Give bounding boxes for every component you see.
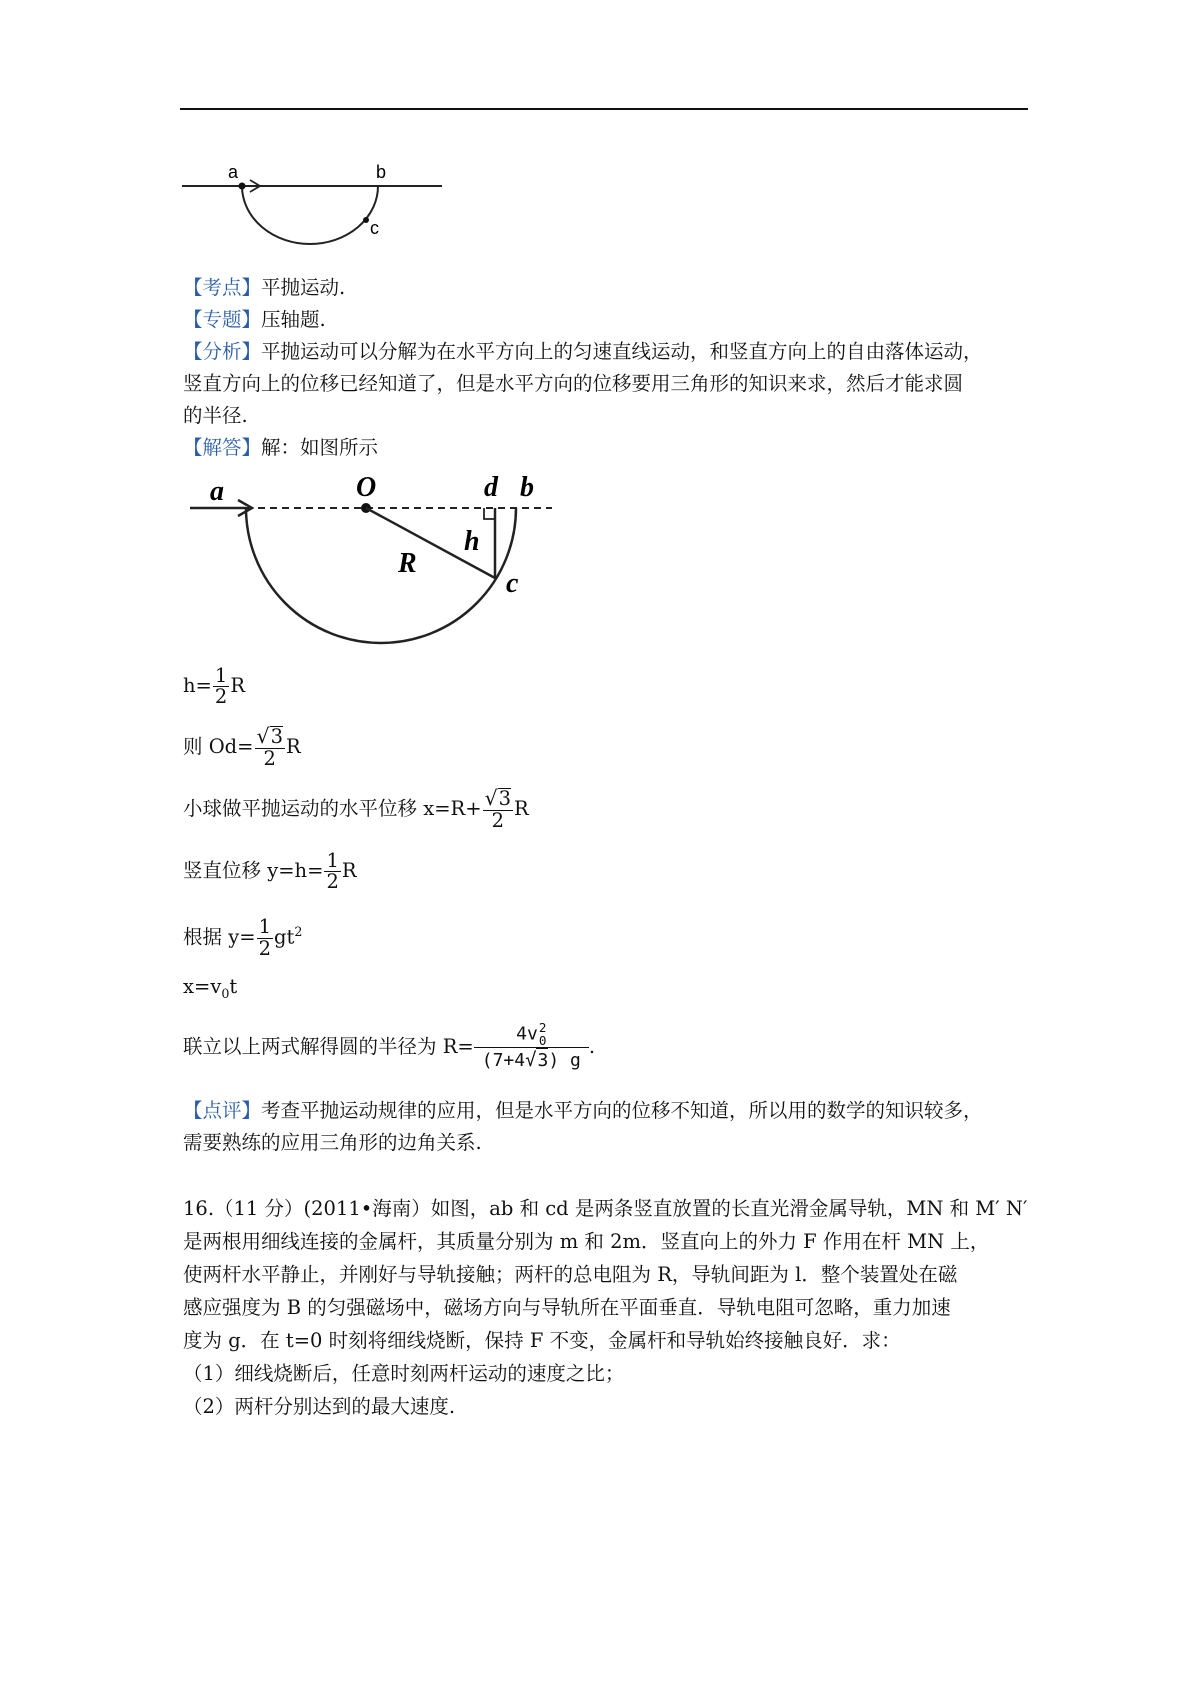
fenxi-line-3: 的半径. [183, 404, 248, 427]
fig2-label-d: d [484, 472, 498, 503]
fraction: $\frac{√3}{2}$ [484, 786, 512, 832]
fig2-label-b: b [520, 472, 534, 503]
equation-radius: 联立以上两式解得圆的半径为 R= 4v 2 0 (7+4√3) g . [183, 1020, 596, 1072]
fenxi-text-1: 平抛运动可以分解为在水平方向上的匀速直线运动，和竖直方向上的自由落体运动， [261, 340, 983, 363]
fig2-label-h: h [464, 526, 480, 557]
problem16-line-4: 感应强度为 B 的匀强磁场中，磁场方向与导轨所在平面垂直．导轨电阻可忽略，重力加速 [183, 1296, 951, 1319]
zhuanti-line [183, 305, 326, 335]
fenxi-line-1 [183, 337, 983, 367]
fig2-label-R: R [398, 548, 417, 579]
dianping-line-1 [183, 1096, 983, 1126]
jieda-tag: 【解答】 [183, 436, 262, 459]
jieda-line [183, 433, 378, 463]
fraction: 4v 2 0 (7+4√3) g [474, 1022, 589, 1073]
dianping-text-1: 考查平抛运动规律的应用，但是水平方向的位移不知道，所以用的数学的知识较多， [261, 1099, 983, 1122]
kaodian-line [183, 273, 345, 303]
equation-y: 竖直位移 y=h= $\frac{1}{2}$ R [183, 848, 357, 893]
fraction: $\frac{1}{2}$ [214, 663, 228, 708]
fenxi-tag: 【分析】 [183, 340, 262, 363]
equation-v0t: $x=v_0t$ [183, 975, 238, 1001]
fraction: $\frac{1}{2}$ [258, 915, 271, 960]
problem16-line-2: 是两根用细线连接的金属杆，其质量分别为 m 和 2m．竖直向上的外力 F 作用在杆 MN 上， [183, 1230, 990, 1253]
figure-semicircle-small [180, 158, 442, 250]
problem16-line-5: 度为 g．在 t=0 时刻将细线烧断，保持 F 不变，金属杆和导轨始终接触良好．求： [183, 1329, 901, 1352]
figure-semicircle-solution [180, 468, 560, 660]
equation-Od: 则 Od= $\frac{√3}{2}$ R [183, 724, 301, 770]
equation-x: 小球做平抛运动的水平位移 x=R+ $\frac{√3}{2}$ R [183, 786, 529, 832]
problem16-question-2: （2）两杆分别达到的最大速度. [183, 1395, 456, 1418]
fig2-label-O: O [356, 472, 377, 503]
fig2-label-c: c [506, 568, 519, 599]
fig2-label-a: a [210, 476, 224, 507]
fenxi-line-2: 竖直方向上的位移已经知道了，但是水平方向的位移要用三角形的知识来求，然后才能求圆 [183, 372, 964, 395]
equation-h: h= $\frac{1}{2}$ R [183, 663, 246, 708]
dianping-tag: 【点评】 [183, 1099, 262, 1122]
zhuanti-text: 压轴题. [261, 308, 326, 331]
header-rule [180, 108, 1028, 110]
fraction: $\frac{1}{2}$ [326, 848, 339, 893]
fig1-label-a: a [228, 162, 239, 182]
kaodian-tag: 【考点】 [183, 276, 262, 299]
fig1-label-c: c [370, 218, 379, 238]
fraction: $\frac{√3}{2}$ [256, 724, 283, 770]
kaodian-text: 平抛运动. [261, 276, 346, 299]
problem16-line-3: 使两杆水平静止，并刚好与导轨接触；两杆的总电阻为 R，导轨间距为 l．整个装置处在磁 [183, 1263, 958, 1286]
fig1-label-b: b [376, 162, 387, 182]
problem16-question-1: （1）细线烧断后，任意时刻两杆运动的速度之比； [183, 1362, 625, 1385]
equation-gt: 根据 y= $\frac{1}{2}$ $gt^2$ [183, 915, 303, 960]
jieda-text: 解：如图所示 [261, 436, 379, 459]
problem16-line-1: 16.（11 分）(2011•海南）如图，ab 和 cd 是两条竖直放置的长直光滑金属导轨，MN 和 M′ N′ [183, 1197, 1028, 1220]
zhuanti-tag: 【专题】 [183, 308, 262, 331]
dianping-line-2: 需要熟练的应用三角形的边角关系. [183, 1131, 482, 1154]
